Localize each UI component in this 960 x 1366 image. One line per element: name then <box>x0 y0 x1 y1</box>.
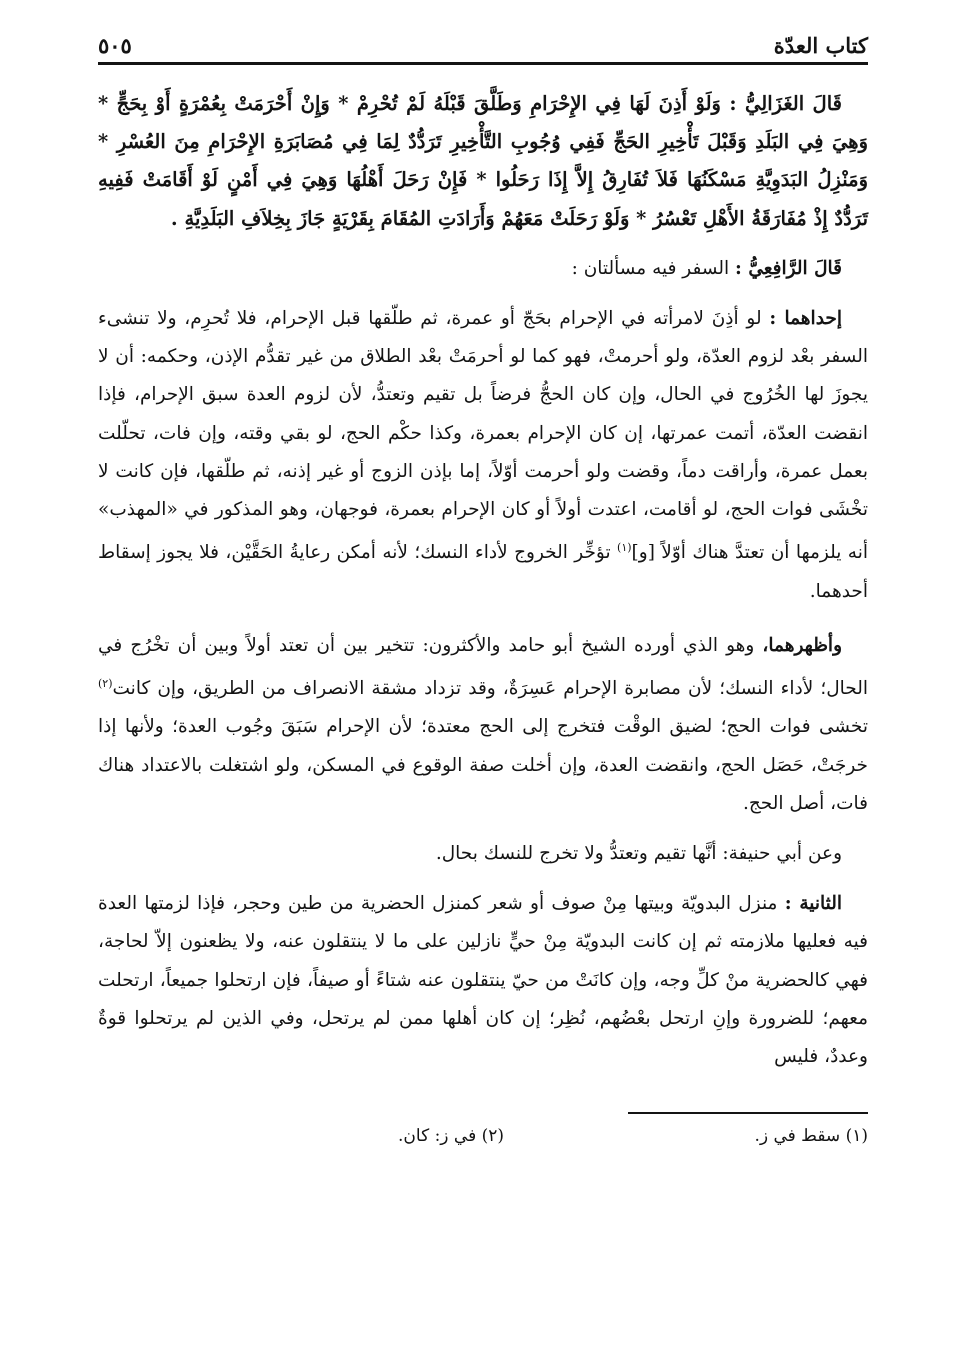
running-header <box>98 20 868 58</box>
footnote-2-text: في ز: كان. <box>398 1126 477 1147</box>
footnote-ref-1[interactable]: (١) <box>617 541 632 555</box>
rafii-intro-text: السفر فيه مسألتان : <box>571 257 730 279</box>
footnote-1-marker: (١) <box>845 1126 868 1147</box>
chapter-title: كتاب العدّة <box>773 33 868 58</box>
abu-hanifa-text: وعن أبي حنيفة: أنَّها تقيم وتعتدُّ ولا تخرج للنسك بحال. <box>435 842 842 864</box>
footnote-1 <box>754 1126 868 1146</box>
second-view-text-1: وهو الذي أورده الشيخ أبو حامد والأكثرون: تتخير بين أن تعتد أولاً وبين أن تخْرُج في الحال؛ لأداء النسك؛ لأن مصابرة الإحرام عَسِرَةٌ، وقد تزداد مشقة الانصراف من الطريق، وإن كانت <box>98 634 868 700</box>
rafii-lead: قَالَ الرَّافِعِيُّ : <box>735 257 842 279</box>
second-issue-lead: الثانية : <box>784 893 842 915</box>
footnote-ref-2[interactable]: (٢) <box>98 677 113 690</box>
ghazali-text: وَلَوْ أَذِنَ لَهَا فِي الإِحْرَامِ وَطَلَّقَ قَبْلَهُ لَمْ تُحْرِمْ * وَإِنْ أَحْرَمَتْ بِعُمْرَةٍ أَوْ بِحَجٍّ * وَهِيَ فِي البَلَدِ وَقَبْلَ تَأْخِيرِ الحَجِّ فَفِي وُجُوبِ التَّأْخِيرِ تَرَدُّدٌ لِمَا فِي مُصَابَرَةِ الإِحْرَامِ مِنَ العُسْرِ * وَمَنْزِلُ البَدَوِيَّةِ مَسْكَنُهَا فَلاَ تُفَارِقُ إِلاَّ إِذَا رَحَلُوا * فَإِنْ رَحَلَ أَهْلُهَا وَهِيَ فِي أَمْنٍ لَوْ أَقَامَتْ فَفِيهِ تَرَدُّدٌ إِذْ مُفَارَقَةُ الأَهْلِ تَعْسُرُ * وَلَوْ رَحَلَتْ مَعَهُمْ وَأَرَادَتِ المُقَامَ بِقَرْيَةٍ جَازَ بِخِلاَفِ البَلَدِيَّةِ . <box>98 92 868 230</box>
footnote-rule <box>628 1112 868 1114</box>
document-page <box>98 20 868 1146</box>
second-issue-text: منزل البدويّة وبيتها مِنْ صوف أو شعر كمنزل الحضرية من طين وحجر، فإذا لزمتها العدة فيه فعليها ملازمته ثم إن كانت البدويّة مِنْ حيٍّ نازلين على ما لا ينتقلون عنه، ولا يظعنون إلاّ لحاجة، فهي كالحضرية منْ كلِّ وجه، وإن كانَتْ من حيّ ينتقلون عنه شتاءً أو صيفاً، فإن ارتحلوا جميعاً، ارتحلت معهم؛ للضرورة وإنِ ارتحل بعْضُهم، نُظِر؛ إن كان أهلها ممن لم يرتحل، وفي الذين لم يرتحلوا قوةٌ وعددٌ، فليس <box>98 893 868 1067</box>
rafii-intro <box>98 250 868 288</box>
main-text <box>98 85 868 1076</box>
second-view-text-2: تخشى فوات الحج؛ لضيق الوقْت فتخرج إلى الحج معتدة؛ لأن الإحرام سَبَقَ وجُوب العدة؛ ولأنها إذا خرجَتْ، حَصَل الحج، وانقضت العدة، وإن أخلت صفة الوقوع في المسكن، ولو اشتغلت بالاعتداد هناك فات، أصل الحج. <box>98 716 868 814</box>
header-rule <box>98 62 868 65</box>
first-issue-text-1: لو أذِنَ لامرأته في الإحرام بحَجّ أو عمرة، ثم طلّقها قبل الإحرام، فلا تُحرِم، ولا تنشىء السفر بعْد لزوم العدّة، ولو أحرمتْ، فهو كما لو أحرمَتْ بعْد الطلاق من غير تقدُّم الإذن، وحكمه: أن لا يجوزَ لها الخُرُوج في الحال، وإن كان الحجُّ فرضاً بل تقيم وتعتدُّ، لأن لزوم العدة سبق الإحرام، فإذا انقضت العدّة، أتمت عمرتها، إن كان الإحرام بعمرة، وكذا حكْم الحج، لو بقي وقته، وإن فات، تحلّلت بعمل عمرة، وأراقت دماً، وقضت ولو أحرمت أوّلاً، إما بإذن الزوج أو غير إذنه، ثم طلّقها، فإن كانت لا تخْشَى فوات الحج، لو أقامت، اعتدت أولاً أو كان الإحرام بعمرة، فوجهان، وهو المذكور في «المهذب» أنه يلزمها أن تعتدَّ هناك أوّلاً [و] <box>98 308 868 564</box>
second-issue-paragraph <box>98 885 868 1076</box>
page-number: ٥٠٥ <box>98 33 132 58</box>
ghazali-lead: قَالَ الغَزَالِيُّ : <box>729 92 842 115</box>
second-view-paragraph <box>98 627 868 823</box>
second-view-lead: وأظهرهما، <box>762 634 842 656</box>
abu-hanifa-paragraph <box>98 835 868 873</box>
footnote-2 <box>398 1126 504 1146</box>
footnotes <box>98 1126 868 1146</box>
footnote-1-text: سقط في ز. <box>754 1126 841 1147</box>
ghazali-verse <box>98 85 868 238</box>
first-issue-paragraph <box>98 300 868 611</box>
footnote-2-marker: (٢) <box>481 1126 505 1147</box>
first-issue-text-2: تؤخِّر الخروج لأداء النسك؛ لأنه أمكن رعايةُ الحَقَّيْن، فلا يجوز إسقاط أحدهما. <box>98 542 868 602</box>
first-issue-lead: إحداهما : <box>769 308 842 330</box>
